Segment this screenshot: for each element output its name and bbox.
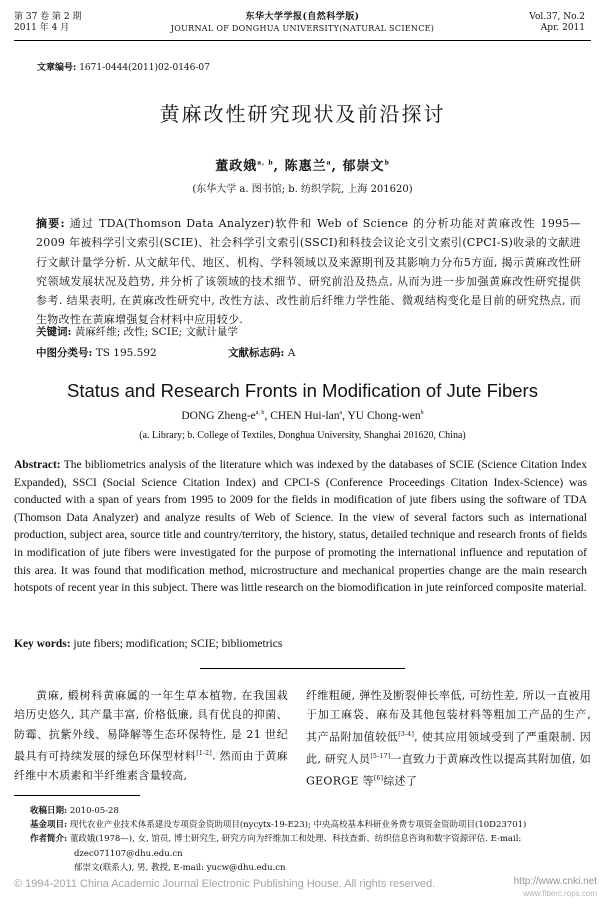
header-vol-en-issue: Vol.37, No.2 bbox=[529, 12, 585, 22]
header-volume bbox=[14, 12, 81, 34]
author-en-1-affil: a, b bbox=[255, 410, 265, 417]
header-journal-cn: 东华大学学报(自然科学版) bbox=[245, 12, 360, 22]
body-col1-ref: [1-2] bbox=[196, 749, 213, 757]
keywords-cn bbox=[36, 324, 238, 339]
body-col1-text-a: 黄麻, 椴树科黄麻属的一年生草本植物, 在我国栽培历史悠久, 其产量丰富, 价格低廉, 具有优良的抑菌、防霉、抗紫外线、易降解等生态环保特性, 是 21 世纪最具有可持续发展的绿色环保型材料 bbox=[14, 689, 288, 763]
footnotes bbox=[30, 804, 586, 875]
section-separator bbox=[200, 668, 405, 669]
body-col2-text-a: 纤维粗硬, 弹性及断裂伸长率低, 可纺性差, 所以一直被用于加工麻袋、麻布及其他包装材料等粗加工产品的生产, 其产品附加值较低 bbox=[306, 689, 591, 744]
authors-cn: 董政娥$^{a, b}$, 陈惠兰$^a$, 郁崇文$^b$ bbox=[215, 159, 390, 174]
author-info-value: 董政娥(1978—), 女, 馆员, 博士研究生, 研究方向为纤维加工和处理、科技查新、纺织信息咨询和数字资源评估. E-mail: dzec071107@dhu.edu.cn bbox=[69, 834, 522, 859]
doc-code bbox=[228, 345, 295, 360]
fibercrops-link[interactable]: www.fiberc.rops.com bbox=[523, 889, 597, 898]
body-col2-text-b: , 使其应用领域受到了严重限制. 因此, 研究人员 bbox=[306, 730, 591, 766]
author-en-2-affil: a bbox=[339, 410, 343, 417]
fund-value: 现代农业产业技术体系建设专项资金资助项目(nycytx-19-E23); 中央高校基本科研业务费专项资金资助项目(10D23701) bbox=[69, 820, 527, 831]
author-info-label: 作者简介: bbox=[30, 834, 68, 845]
fund-label: 基金项目: bbox=[30, 820, 68, 831]
affiliation-en: (a. Library; b. College of Textiles, Donghua University, Shanghai 201620, China) bbox=[139, 430, 466, 441]
article-number bbox=[37, 60, 210, 73]
clc-number bbox=[36, 345, 157, 360]
author-en-3: YU Chong-wen bbox=[347, 410, 421, 422]
author-cn-2: 陈惠兰 bbox=[284, 159, 327, 174]
title-cn: 黄麻改性研究现状及前沿探讨 bbox=[159, 102, 446, 126]
abstract-en-label: Abstract: bbox=[14, 459, 61, 471]
header-journal bbox=[150, 12, 455, 34]
body-col2-ref-1: [3-4] bbox=[398, 730, 415, 738]
footnote-received bbox=[30, 804, 586, 818]
clc-label: 中图分类号: bbox=[36, 347, 93, 359]
header-date: 2011 年 4 月 bbox=[14, 23, 70, 33]
body-col1-text-b: . 然而由于黄麻纤维中木质素和半纤维素含量较高, bbox=[14, 749, 288, 782]
keywords-en bbox=[14, 638, 282, 650]
body-col2-text-c: 一直致力于黄麻改性以提高其附加值, 如 GEORGE 等 bbox=[306, 752, 591, 788]
keywords-en-text: jute fibers; modification; SCIE; bibliometrics bbox=[73, 638, 283, 650]
author-en-1: DONG Zheng-e bbox=[181, 410, 256, 422]
title-en: Status and Research Fronts in Modification of Jute Fibers bbox=[67, 380, 538, 401]
doc-code-label: 文献标志码: bbox=[228, 347, 285, 359]
author-en-3-affil: b bbox=[420, 410, 424, 417]
author-cn-3-affil: b bbox=[384, 159, 390, 167]
copyright-text: © 1994-2011 China Academic Journal Electronic Publishing House. All rights reserved. bbox=[14, 878, 436, 890]
article-number-label: 文章编号: bbox=[37, 63, 77, 73]
author-en-2: CHEN Hui-lan bbox=[270, 410, 340, 422]
footnote-contact: 郁崇文(联系人), 男, 教授, E-mail: yucw@dhu.edu.cn bbox=[74, 862, 286, 873]
author-cn-3: 郁崇文 bbox=[342, 159, 385, 174]
author-cn-1-affil: a, b bbox=[257, 159, 274, 167]
body-col2-text-d: 综述了 bbox=[383, 774, 418, 788]
header-date-en: Apr. 2011 bbox=[540, 23, 585, 33]
clc-value: TS 195.592 bbox=[95, 347, 157, 359]
author-cn-2-affil: a bbox=[326, 159, 332, 167]
abstract-cn-label: 摘要: bbox=[36, 217, 65, 230]
abstract-cn-text: 通过 TDA(Thomson Data Analyzer)软件和 Web of Science 的分析功能对黄麻改性 1995—2009 年被科学引文索引(SCIE)、社会科学引文索引(SSCI)和科技会议论文引文索引(CPCI-S)收录的文献进行文献计量学分析. 从文献年代、地区、机构、学科领域以及来源期刊及其影响力分布5方面, 揭示黄麻改性研究领域发展状况及趋势, 并分析了该领域的技术细节、研究前沿及热点, 从而为进一步加强黄麻改性研究提供参考. 结果表明, 在黄麻改性研究中, 改性方法、改性前后纤维力学性能、微观结构变化是目前的研究热点, 而生物改性在黄麻增强复合材料中应用较少. bbox=[36, 217, 582, 327]
header-rule bbox=[14, 40, 591, 41]
doc-code-value: A bbox=[287, 347, 296, 359]
abstract-en-text: The bibliometrics analysis of the literature which was indexed by the databases of SCIE (Science Citation Index Expanded), SSCI (Social Science Citation Index) and CPCI-S (Conference Proceedings Citation Index-Science) was conducted with a span of years from 1995 to 2009 for the fields in modification of jute fibers using the software of TDA (Thomson Data Analyzer) and analyze results of Web of Science. In the view of several factors such as international production, subject area, source title and country/territory, the history, status, detailed technique and research fronts of fields in modification of jute fibers were investigated for the purpose of promoting the international influence and reputation of this area. It was found that modification method, microstructure and mechanical properties change are the main research hotspots of recent year in this subject. There was little research on the biomodification in jute reinforced composite material. bbox=[14, 459, 588, 595]
keywords-cn-label: 关键词: bbox=[36, 326, 72, 338]
footnote-rule bbox=[14, 795, 140, 796]
affiliation-cn: (东华大学 a. 图书馆; b. 纺织学院, 上海 201620) bbox=[192, 184, 413, 195]
body-col2-ref-2: [5-17] bbox=[370, 752, 391, 760]
received-label: 收稿日期: bbox=[30, 806, 68, 816]
authors-en: DONG Zheng-$e^{a, b}$, CHEN Hui-lan$^a$, YU Chong-wen$^b$ bbox=[181, 410, 424, 422]
body-column-right bbox=[306, 686, 591, 790]
header-vol-issue: 第 37 卷 第 2 期 bbox=[14, 12, 82, 22]
received-value: 2010-05-28 bbox=[69, 806, 119, 816]
footnote-author bbox=[30, 832, 586, 860]
copyright-watermark bbox=[0, 876, 605, 898]
cnki-link[interactable]: http://www.cnki.net bbox=[513, 876, 597, 887]
keywords-cn-text: 黄麻纤维; 改性; SCIE; 文献计量学 bbox=[74, 326, 238, 338]
keywords-en-label: Key words: bbox=[14, 638, 71, 650]
body-column-left bbox=[14, 686, 288, 785]
body-col2-ref-3: [6] bbox=[373, 774, 384, 782]
author-cn-1: 董政娥 bbox=[215, 159, 258, 174]
abstract-cn bbox=[36, 214, 581, 330]
article-number-value: 1671-0444(2011)02-0146-07 bbox=[79, 63, 210, 73]
abstract-en bbox=[14, 457, 587, 598]
footnote-fund bbox=[30, 818, 586, 832]
header-journal-en: JOURNAL OF DONGHUA UNIVERSITY(NATURAL SCIENCE) bbox=[170, 24, 435, 33]
header-vol-en bbox=[529, 12, 585, 34]
